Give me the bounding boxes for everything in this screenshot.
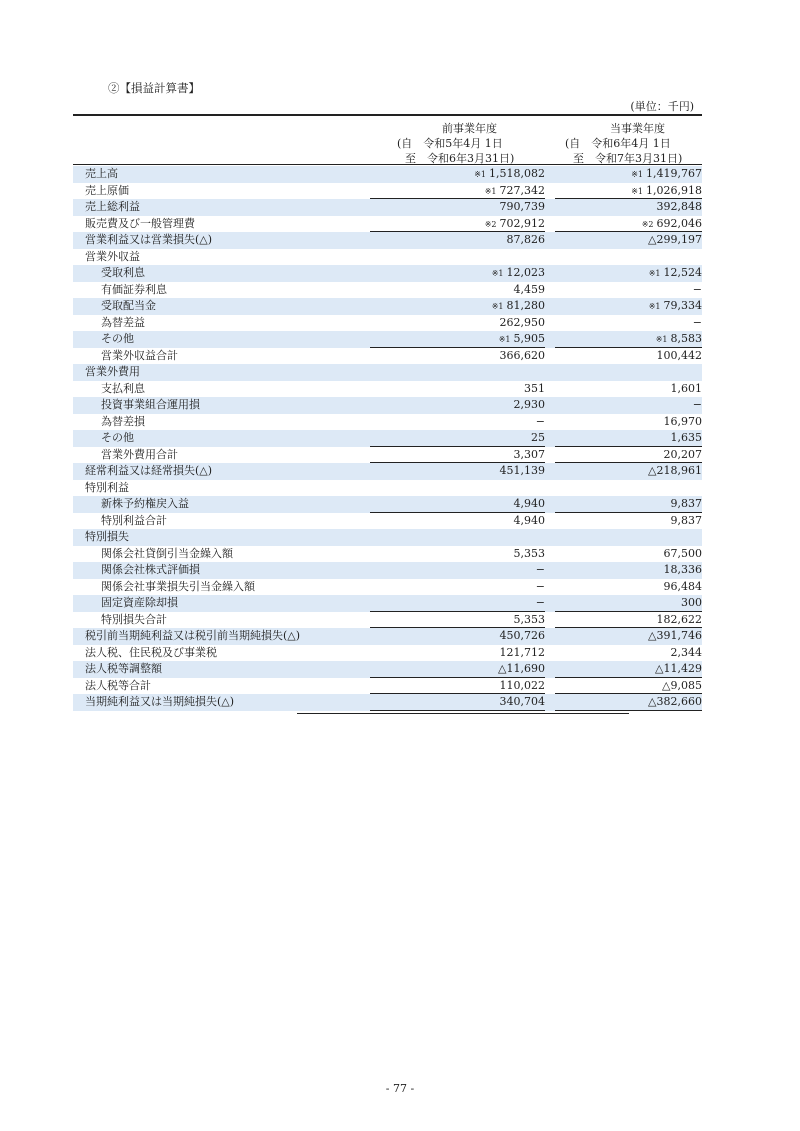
amount: 96,484	[663, 579, 702, 593]
table-row	[73, 315, 702, 332]
row-label: 営業利益又は営業損失(△)	[85, 233, 213, 246]
amount: 12,023	[506, 266, 545, 279]
prev-value	[370, 232, 545, 249]
prev-value	[370, 397, 545, 414]
table-top-rule	[73, 114, 702, 116]
table-row	[73, 381, 702, 398]
curr-value	[535, 397, 702, 414]
amount: 20,207	[663, 447, 702, 461]
subtotal-rule	[555, 710, 702, 711]
row-label: 為替差益	[101, 315, 145, 329]
prev-value	[370, 546, 545, 563]
row-label: 新株予約権戻入益	[101, 497, 189, 510]
section-title: ②【損益計算書】	[108, 81, 200, 95]
amount: −	[535, 563, 545, 576]
table-row	[73, 529, 702, 546]
prev-value	[370, 463, 545, 480]
subtotal-rule	[370, 710, 545, 711]
row-label: 特別利益	[85, 480, 129, 494]
row-label: 為替差損	[101, 414, 145, 428]
table-row	[73, 199, 702, 216]
curr-value	[535, 381, 702, 398]
amount: △218,961	[648, 464, 702, 477]
amount: 100,442	[656, 348, 702, 362]
prev-value	[370, 414, 545, 431]
row-label: 固定資産除却損	[101, 596, 178, 609]
table-row	[73, 282, 702, 299]
curr-value	[535, 348, 702, 365]
row-label: 法人税、住民税及び事業税	[85, 645, 217, 659]
prev-value	[370, 579, 545, 596]
table-row	[73, 414, 702, 431]
row-label: 法人税等合計	[85, 678, 151, 692]
row-label: その他	[101, 431, 134, 444]
table-row	[73, 694, 702, 711]
amount: 392,848	[656, 200, 702, 213]
note-ref: ※1	[648, 269, 661, 278]
table-row	[73, 463, 702, 480]
row-label: 受取利息	[101, 266, 145, 279]
amount: 18,336	[663, 563, 702, 576]
prev-period-label: 前事業年度	[442, 122, 497, 135]
amount: 366,620	[499, 348, 545, 362]
note-ref: ※1	[648, 302, 661, 311]
curr-value	[535, 298, 702, 316]
table-row	[73, 265, 702, 282]
curr-period-to: 至 令和7年3月31日)	[573, 152, 683, 165]
prev-value	[370, 298, 545, 316]
amount: −	[692, 398, 702, 411]
row-label: 法人税等調整額	[85, 662, 162, 675]
amount: 450,726	[499, 629, 545, 642]
prev-value	[370, 199, 545, 216]
prev-value	[370, 645, 545, 662]
row-label: 経常利益又は経常損失(△)	[85, 464, 213, 477]
row-label: 営業外費用合計	[101, 447, 178, 461]
note-ref: ※1	[484, 186, 497, 196]
row-label: 営業外費用	[85, 365, 140, 378]
curr-value	[535, 678, 702, 695]
amount: 9,837	[670, 497, 702, 510]
row-label: 売上原価	[85, 183, 129, 197]
amount: 4,940	[513, 497, 545, 510]
amount: 16,970	[663, 414, 702, 428]
row-label: 受取配当金	[101, 299, 156, 312]
curr-value	[535, 414, 702, 431]
table-row	[73, 447, 702, 464]
curr-period-label: 当事業年度	[610, 122, 665, 135]
curr-value	[535, 265, 702, 283]
amount: 790,739	[499, 200, 545, 213]
amount: 3,307	[513, 447, 545, 461]
row-label: 支払利息	[101, 381, 145, 395]
amount: 67,500	[663, 546, 702, 560]
row-label: 関係会社貸倒引当金繰入額	[101, 546, 233, 560]
table-row	[73, 430, 702, 447]
row-label: 特別損失合計	[101, 612, 167, 626]
prev-value	[370, 694, 545, 711]
table-row	[73, 232, 702, 249]
curr-value	[535, 645, 702, 662]
table-row	[73, 480, 702, 497]
prev-value	[370, 282, 545, 299]
table-row	[73, 298, 702, 315]
curr-value	[535, 199, 702, 216]
curr-value	[535, 579, 702, 596]
note-ref: ※2	[641, 219, 654, 229]
table-row	[73, 546, 702, 563]
curr-value	[535, 430, 702, 447]
row-label: 営業外収益	[85, 249, 140, 263]
table-row	[73, 166, 702, 183]
row-label: 特別利益合計	[101, 513, 167, 527]
row-label: 関係会社事業損失引当金繰入額	[101, 579, 255, 593]
row-label: 関係会社株式評価損	[101, 563, 200, 576]
amount: −	[535, 579, 545, 593]
curr-period-from: (自 令和6年4月 1日	[565, 137, 671, 150]
table-row	[73, 612, 702, 629]
table-end-rule	[297, 713, 629, 714]
table-row	[73, 678, 702, 695]
curr-value	[535, 694, 702, 711]
amount: 702,912	[499, 216, 545, 230]
amount: −	[535, 414, 545, 428]
amount: △9,085	[662, 678, 702, 692]
prev-value	[370, 661, 545, 678]
note-ref: ※2	[484, 219, 497, 229]
curr-value	[535, 447, 702, 464]
note-ref: ※1	[655, 335, 668, 344]
prev-value	[370, 430, 545, 447]
row-label: 投資事業組合運用損	[101, 398, 200, 411]
prev-value	[370, 595, 545, 612]
table-row	[73, 249, 702, 266]
row-label: 販売費及び一般管理費	[85, 216, 195, 230]
amount: 121,712	[499, 645, 545, 659]
amount: 727,342	[499, 183, 545, 197]
amount: −	[692, 315, 702, 329]
amount: 5,905	[513, 332, 545, 345]
amount: 5,353	[513, 612, 545, 626]
prev-value	[370, 612, 545, 629]
row-label: 当期純利益又は当期純損失(△)	[85, 695, 235, 708]
amount: 5,353	[513, 546, 545, 560]
amount: 81,280	[506, 299, 545, 312]
amount: △391,746	[648, 629, 702, 642]
prev-value	[370, 628, 545, 645]
amount: △382,660	[648, 695, 702, 708]
table-row	[73, 348, 702, 365]
table-row	[73, 331, 702, 348]
curr-value	[535, 315, 702, 332]
note-ref: ※1	[631, 170, 644, 179]
curr-value	[535, 496, 702, 513]
table-row	[73, 183, 702, 200]
curr-value	[535, 166, 702, 184]
amount: 12,524	[663, 266, 702, 279]
prev-value	[370, 562, 545, 579]
prev-value	[370, 447, 545, 464]
row-label: 特別損失	[85, 530, 129, 543]
note-ref: ※1	[631, 186, 644, 196]
table-row	[73, 579, 702, 596]
amount: 262,950	[499, 315, 545, 329]
curr-value	[535, 463, 702, 480]
prev-period-from: (自 令和5年4月 1日	[397, 137, 503, 150]
curr-period-header	[565, 121, 710, 166]
prev-value	[370, 348, 545, 365]
amount: 1,419,767	[646, 167, 702, 180]
amount: 340,704	[499, 695, 545, 708]
amount: 182,622	[656, 612, 702, 626]
note-ref: ※1	[498, 335, 511, 344]
amount: 351	[524, 381, 545, 395]
amount: △11,690	[498, 662, 545, 675]
curr-value	[535, 628, 702, 645]
amount: −	[692, 282, 702, 296]
unit-label: (単位：千円)	[630, 100, 694, 113]
amount: 300	[681, 596, 702, 609]
amount: 8,583	[670, 332, 702, 345]
prev-value	[370, 381, 545, 398]
curr-value	[535, 513, 702, 530]
amount: 1,601	[670, 381, 702, 395]
row-label: 税引前当期純利益又は税引前当期純損失(△)	[85, 629, 301, 642]
page-number: - 77 -	[385, 1082, 415, 1095]
amount: 692,046	[656, 216, 702, 230]
amount: 2,344	[670, 645, 702, 659]
table-row	[73, 364, 702, 381]
table-row	[73, 216, 702, 233]
table-row	[73, 628, 702, 645]
amount: 1,635	[670, 431, 702, 444]
row-label: 営業外収益合計	[101, 348, 178, 362]
amount: −	[535, 596, 545, 609]
curr-value	[535, 282, 702, 299]
table-row	[73, 496, 702, 513]
table-row	[73, 661, 702, 678]
curr-value	[535, 546, 702, 563]
curr-value	[535, 661, 702, 678]
row-label: 売上高	[85, 167, 118, 180]
prev-value	[370, 496, 545, 513]
prev-value	[370, 315, 545, 332]
amount: △299,197	[648, 233, 702, 246]
curr-value	[535, 612, 702, 629]
note-ref: ※1	[474, 170, 487, 179]
prev-value	[370, 166, 545, 184]
amount: 9,837	[670, 513, 702, 527]
curr-value	[535, 232, 702, 249]
amount: 2,930	[513, 398, 545, 411]
amount: 451,139	[499, 464, 545, 477]
amount: 110,022	[499, 678, 545, 692]
amount: 1,026,918	[646, 183, 702, 197]
amount: △11,429	[655, 662, 702, 675]
amount: 79,334	[663, 299, 702, 312]
table-row	[73, 513, 702, 530]
prev-value	[370, 678, 545, 695]
table-row	[73, 645, 702, 662]
row-label: 売上総利益	[85, 200, 140, 213]
curr-value	[535, 595, 702, 612]
amount: 4,940	[513, 513, 545, 527]
amount: 4,459	[513, 282, 545, 296]
table-row	[73, 562, 702, 579]
header-rule	[73, 164, 702, 165]
amount: 1,518,082	[489, 167, 545, 180]
amount: 25	[531, 431, 545, 444]
income-statement-table	[73, 166, 702, 711]
row-label: その他	[101, 332, 134, 345]
row-label: 有価証券利息	[101, 282, 167, 296]
prev-period-header	[397, 121, 542, 166]
prev-value	[370, 265, 545, 283]
prev-period-to: 至 令和6年3月31日)	[405, 152, 515, 165]
table-row	[73, 397, 702, 414]
curr-value	[535, 562, 702, 579]
prev-value	[370, 513, 545, 530]
amount: 87,826	[506, 233, 545, 246]
note-ref: ※1	[491, 302, 504, 311]
table-row	[73, 595, 702, 612]
note-ref: ※1	[491, 269, 504, 278]
